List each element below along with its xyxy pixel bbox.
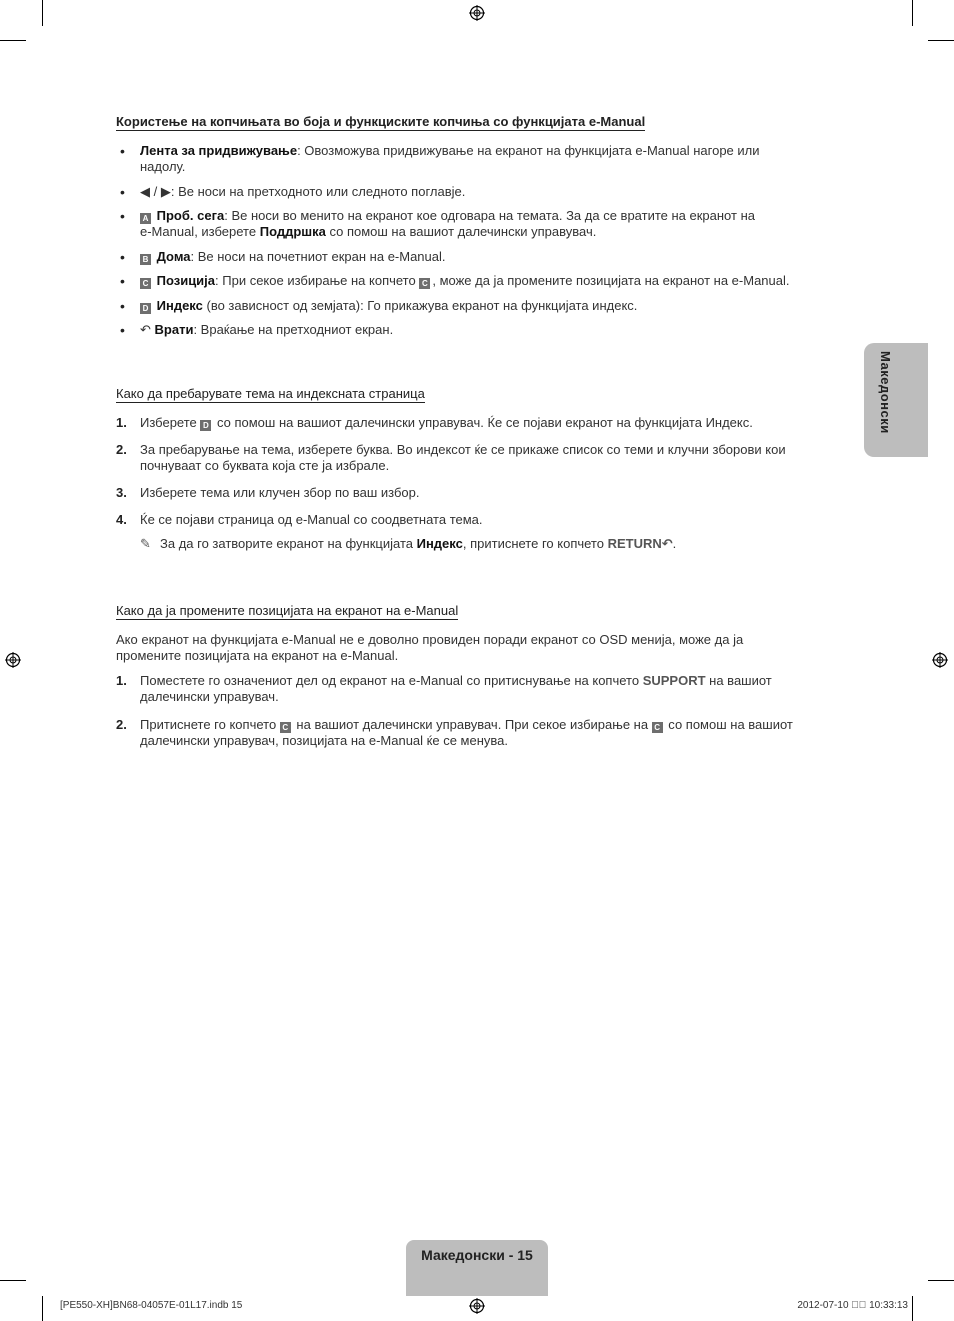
section-heading: Како да ја промените позицијата на екранот на e-Manual xyxy=(116,603,459,618)
d-button-icon: D xyxy=(140,303,151,314)
a-button-icon: A xyxy=(140,213,151,224)
file-imprint: [PE550-XH]BN68-04057E-01L17.indb 15 xyxy=(60,1300,243,1311)
registration-mark-icon xyxy=(932,652,948,668)
c-button-icon: C xyxy=(419,278,430,289)
return-icon: ↶ xyxy=(661,536,673,551)
paragraph: Ако екранот на функцијата e-Manual не е доволно провиден поради екранот со OSD менија, може да ја промените позицијата на екранот на e-Manual. xyxy=(116,632,744,663)
list-item: 2. За пребарување на тема, изберете буква. Во индексот ќе се прикаже список со теми и клучни зборови кои почнуваат со буквата која сте ја избрале. xyxy=(116,442,786,473)
list-item: • ↶ Врати: Враќање на претходниот екран. xyxy=(120,322,394,338)
d-button-icon: D xyxy=(200,420,211,431)
crop-mark xyxy=(912,1296,913,1321)
language-side-tab: Македонски xyxy=(864,343,928,457)
list-item: 4. Ќе се појави страница од e-Manual со соодветната тема. xyxy=(116,512,483,527)
list-item: 1. Поместете го означениот дел од екранот на e-Manual со притиснување на копчето SUPPORT на вашиот далечински управувач. xyxy=(116,673,772,704)
note: ✎ За да го затворите екранот на функцијата Индекс, притиснете го копчето RETURN↶. xyxy=(140,536,677,551)
return-icon: ↶ xyxy=(140,322,151,337)
c-button-icon: C xyxy=(140,278,151,289)
registration-mark-icon xyxy=(469,1298,485,1314)
list-item: • B Дома: Ве носи на почетниот екран на e-Manual. xyxy=(120,249,446,265)
list-item: • Лента за придвижување: Овозможува придвижување на екранот на функцијата e-Manual нагоре или надолу. xyxy=(120,143,760,174)
section-heading: Користење на копчињата во боја и функциските копчиња со функцијата e-Manual xyxy=(116,114,646,129)
datetime-imprint: 2012-07-10 ￿￿ 10:33:13 xyxy=(797,1300,908,1311)
page-number-tab: Македонски - 15 xyxy=(406,1240,548,1296)
b-button-icon: B xyxy=(140,254,151,265)
list-item: 1. Изберете D со помош на вашиот далечински управувач. Ќе се појави екранот на функцијата Индекс. xyxy=(116,415,753,430)
list-item: • A Проб. сега: Ве носи во менито на екранот кое одговара на темата. За да се вратите на екранот на e-Manual, изберете Поддршка со помош на вашиот далечински управувач. xyxy=(120,208,755,239)
list-item: • C Позиција: При секое избирање на копчето C , може да ја промените позицијата на екранот на e-Manual. xyxy=(120,273,790,289)
registration-mark-icon xyxy=(5,652,21,668)
crop-mark xyxy=(0,40,26,41)
section-heading: Како да пребарувате тема на индексната страница xyxy=(116,386,425,401)
list-item: 2. Притиснете го копчето C на вашиот далечински управувач. При секое избирање на C со помош на вашиот далечински управувач, позицијата на e-Manual ќе се менува. xyxy=(116,717,793,748)
pencil-note-icon: ✎ xyxy=(140,536,151,551)
c-button-icon: C xyxy=(280,722,291,733)
crop-mark xyxy=(42,0,43,26)
crop-mark xyxy=(912,0,913,26)
crop-mark xyxy=(0,1280,26,1281)
crop-mark xyxy=(928,40,954,41)
list-item: • D Индекс (во зависност од земјата): Го прикажува екранот на функцијата индекс. xyxy=(120,298,638,314)
crop-mark xyxy=(928,1280,954,1281)
crop-mark xyxy=(42,1296,43,1321)
list-item: 3. Изберете тема или клучен збор по ваш избор. xyxy=(116,485,420,500)
left-arrow-icon: ◀ xyxy=(140,184,150,199)
list-item: • ◀ / ▶: Ве носи на претходното или следното поглавје. xyxy=(120,184,466,200)
c-button-icon: C xyxy=(652,722,663,733)
registration-mark-icon xyxy=(469,5,485,21)
right-arrow-icon: ▶ xyxy=(160,184,171,199)
